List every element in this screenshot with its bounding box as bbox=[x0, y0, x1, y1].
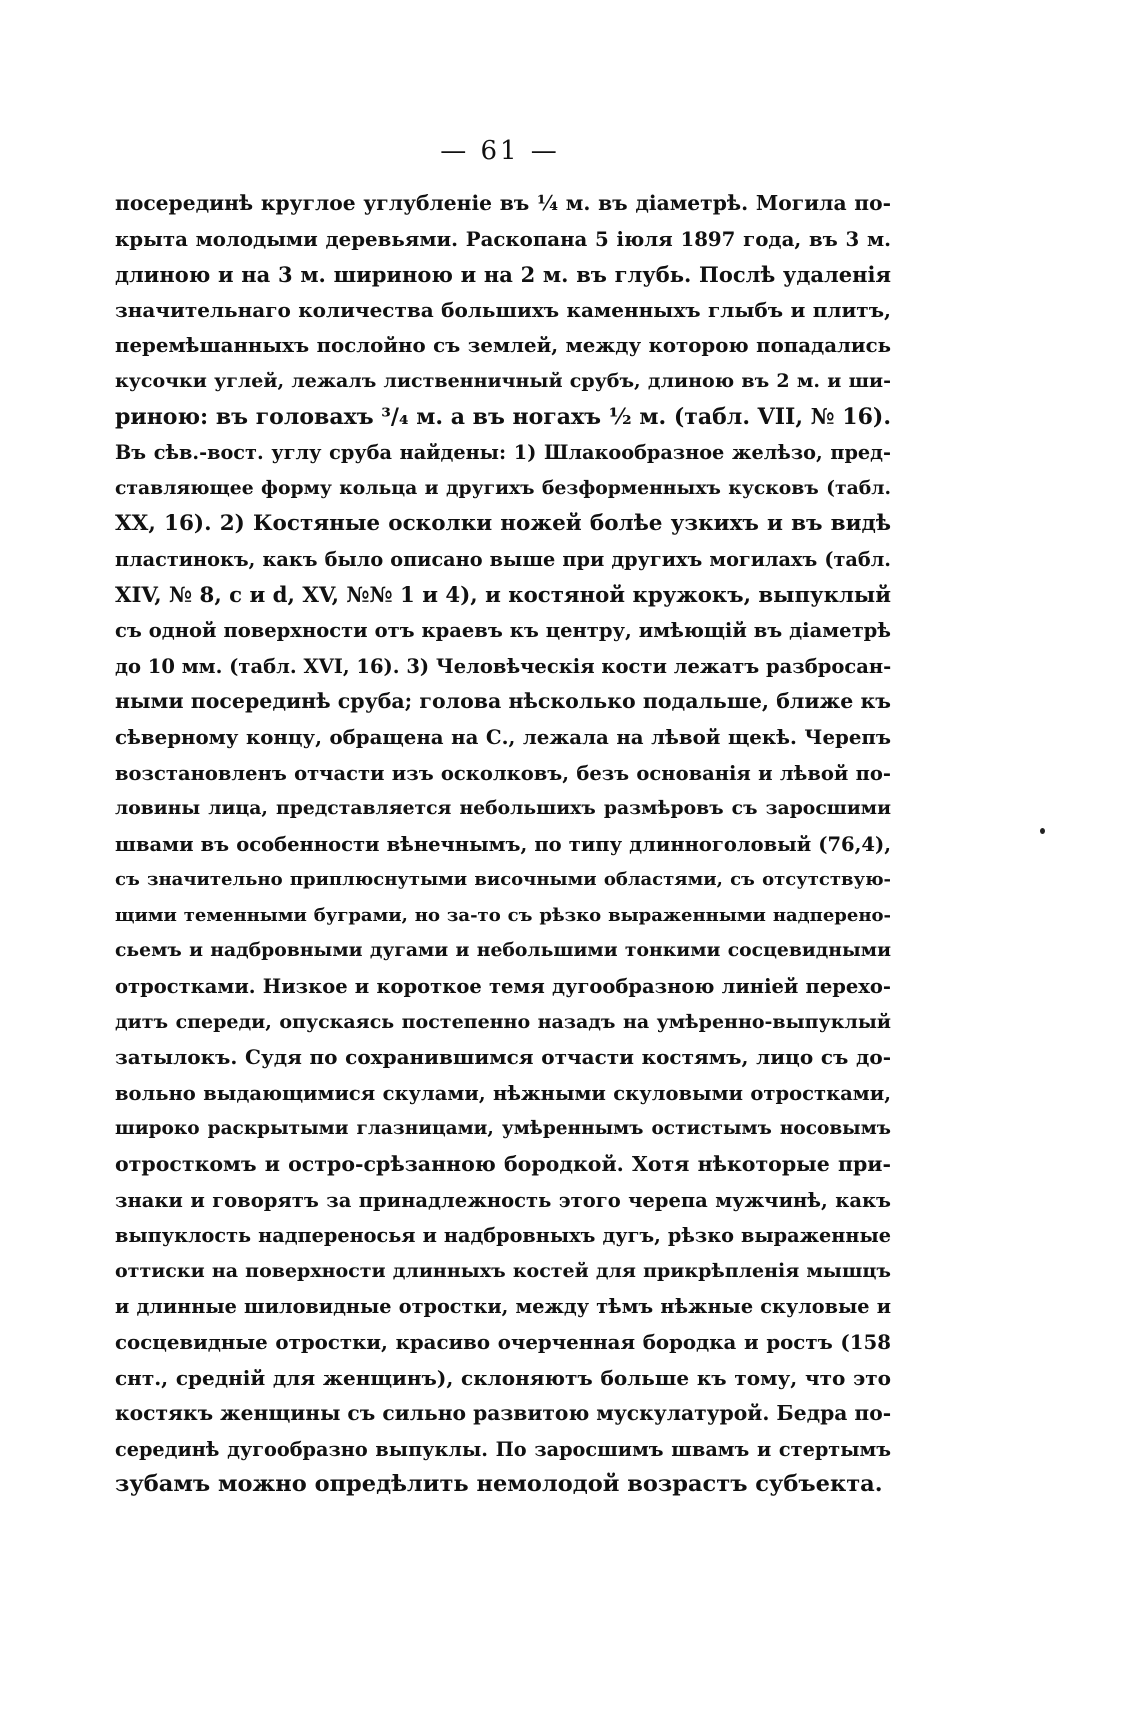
text-line: съ одной поверхности отъ краевъ къ центру, имѣющій въ діаметрѣ bbox=[115, 619, 891, 643]
text-line: XIV, № 8, c и d, XV, №№ 1 и 4), и костяной кружокъ, выпуклый bbox=[115, 582, 891, 608]
text-line: вольно выдающимися скулами, нѣжными скуловыми отростками, bbox=[115, 1081, 891, 1105]
text-line: щими теменными буграми, но за-то съ рѣзко выраженными надперено- bbox=[115, 904, 891, 926]
text-line: серединѣ дугообразно выпуклы. По заросшимъ швамъ и стертымъ bbox=[115, 1437, 891, 1461]
text-line: кусочки углей, лежалъ лиственничный срубъ, длиною въ 2 м. и ши- bbox=[115, 369, 891, 392]
body-text bbox=[115, 186, 891, 1503]
text-line: выпуклость надпереносья и надбровныхъ дугъ, рѣзко выраженные bbox=[115, 1224, 891, 1248]
text-line: съ значительно приплюснутыми височными областями, съ отсутствую- bbox=[115, 869, 891, 891]
text-line: ловины лица, представляется небольшихъ размѣровъ съ заросшими bbox=[115, 797, 891, 820]
text-line: возстановленъ отчасти изъ осколковъ, безъ основанія и лѣвой по- bbox=[115, 761, 891, 785]
text-line: длиною и на 3 м. шириною и на 2 м. въ глубь. Послѣ удаленія bbox=[115, 262, 891, 288]
text-line: Въ сѣв.-вост. углу сруба найдены: 1) Шлакообразное желѣзо, пред- bbox=[115, 441, 891, 465]
text-line: ставляющее форму кольца и другихъ безформенныхъ кусковъ (табл. bbox=[115, 476, 891, 499]
text-line: посерединѣ круглое углубленіе въ ¼ м. въ діаметрѣ. Могила по- bbox=[115, 191, 891, 215]
text-line: широко раскрытыми глазницами, умѣреннымъ остистымъ носовымъ bbox=[115, 1118, 891, 1140]
text-line: затылокъ. Судя по сохранившимся отчасти костямъ, лицо съ до- bbox=[115, 1045, 891, 1070]
page-number: — 61 — bbox=[440, 136, 560, 166]
text-line: отросткомъ и остро-срѣзанною бородкой. Хотя нѣкоторые при- bbox=[115, 1152, 891, 1177]
text-line: крыта молодыми деревьями. Раскопана 5 іюля 1897 года, въ 3 м. bbox=[115, 226, 891, 251]
text-line: сьемъ и надбровными дугами и небольшими тонкими сосцевидными bbox=[115, 939, 891, 962]
text-line: оттиски на поверхности длинныхъ костей для прикрѣпленія мышцъ bbox=[115, 1259, 891, 1282]
text-line: пластинокъ, какъ было описано выше при другихъ могилахъ (табл. bbox=[115, 547, 891, 571]
text-line: значительнаго количества большихъ каменныхъ глыбъ и плитъ, bbox=[115, 297, 891, 322]
text-line: дитъ спереди, опускаясь постепенно назадъ на умѣренно-выпуклый bbox=[115, 1010, 891, 1033]
ink-speck bbox=[1040, 828, 1045, 834]
text-line: отростками. Низкое и короткое темя дугообразною линіей перехо- bbox=[115, 975, 891, 999]
text-line: и длинные шиловидные отростки, между тѣмъ нѣжные скуловые и bbox=[115, 1295, 891, 1319]
text-line: риною: въ головахъ ³/₄ м. а въ ногахъ ½ м. (табл. VII, № 16). bbox=[115, 403, 891, 430]
text-line: до 10 мм. (табл. XVI, 16). 3) Человѣческія кости лежатъ разбросан- bbox=[115, 654, 892, 678]
text-line: швами въ особенности вѣнечнымъ, по типу длинноголовый (76,4), bbox=[115, 832, 891, 856]
text-line: сосцевидные отростки, красиво очерченная бородка и ростъ (158 bbox=[115, 1330, 891, 1354]
text-line: костякъ женщины съ сильно развитою мускулатурой. Бедра по- bbox=[115, 1401, 892, 1426]
text-line: сѣверному концу, обращена на С., лежала на лѣвой щекѣ. Черепъ bbox=[115, 724, 891, 749]
text-line: XX, 16). 2) Костяные осколки ножей болѣе узкихъ и въ видѣ bbox=[115, 511, 891, 537]
text-line: зубамъ можно опредѣлить немолодой возрастъ субъекта. bbox=[115, 1471, 883, 1498]
text-line: знаки и говорятъ за принадлежность этого черепа мужчинѣ, какъ bbox=[115, 1188, 891, 1212]
text-line: снт., средній для женщинъ), склоняютъ больше къ тому, что это bbox=[115, 1365, 891, 1390]
text-line: перемѣшанныхъ послойно съ землей, между которою попадались bbox=[115, 333, 891, 358]
text-line: ными посерединѣ сруба; голова нѣсколько подальше, ближе къ bbox=[115, 689, 891, 714]
